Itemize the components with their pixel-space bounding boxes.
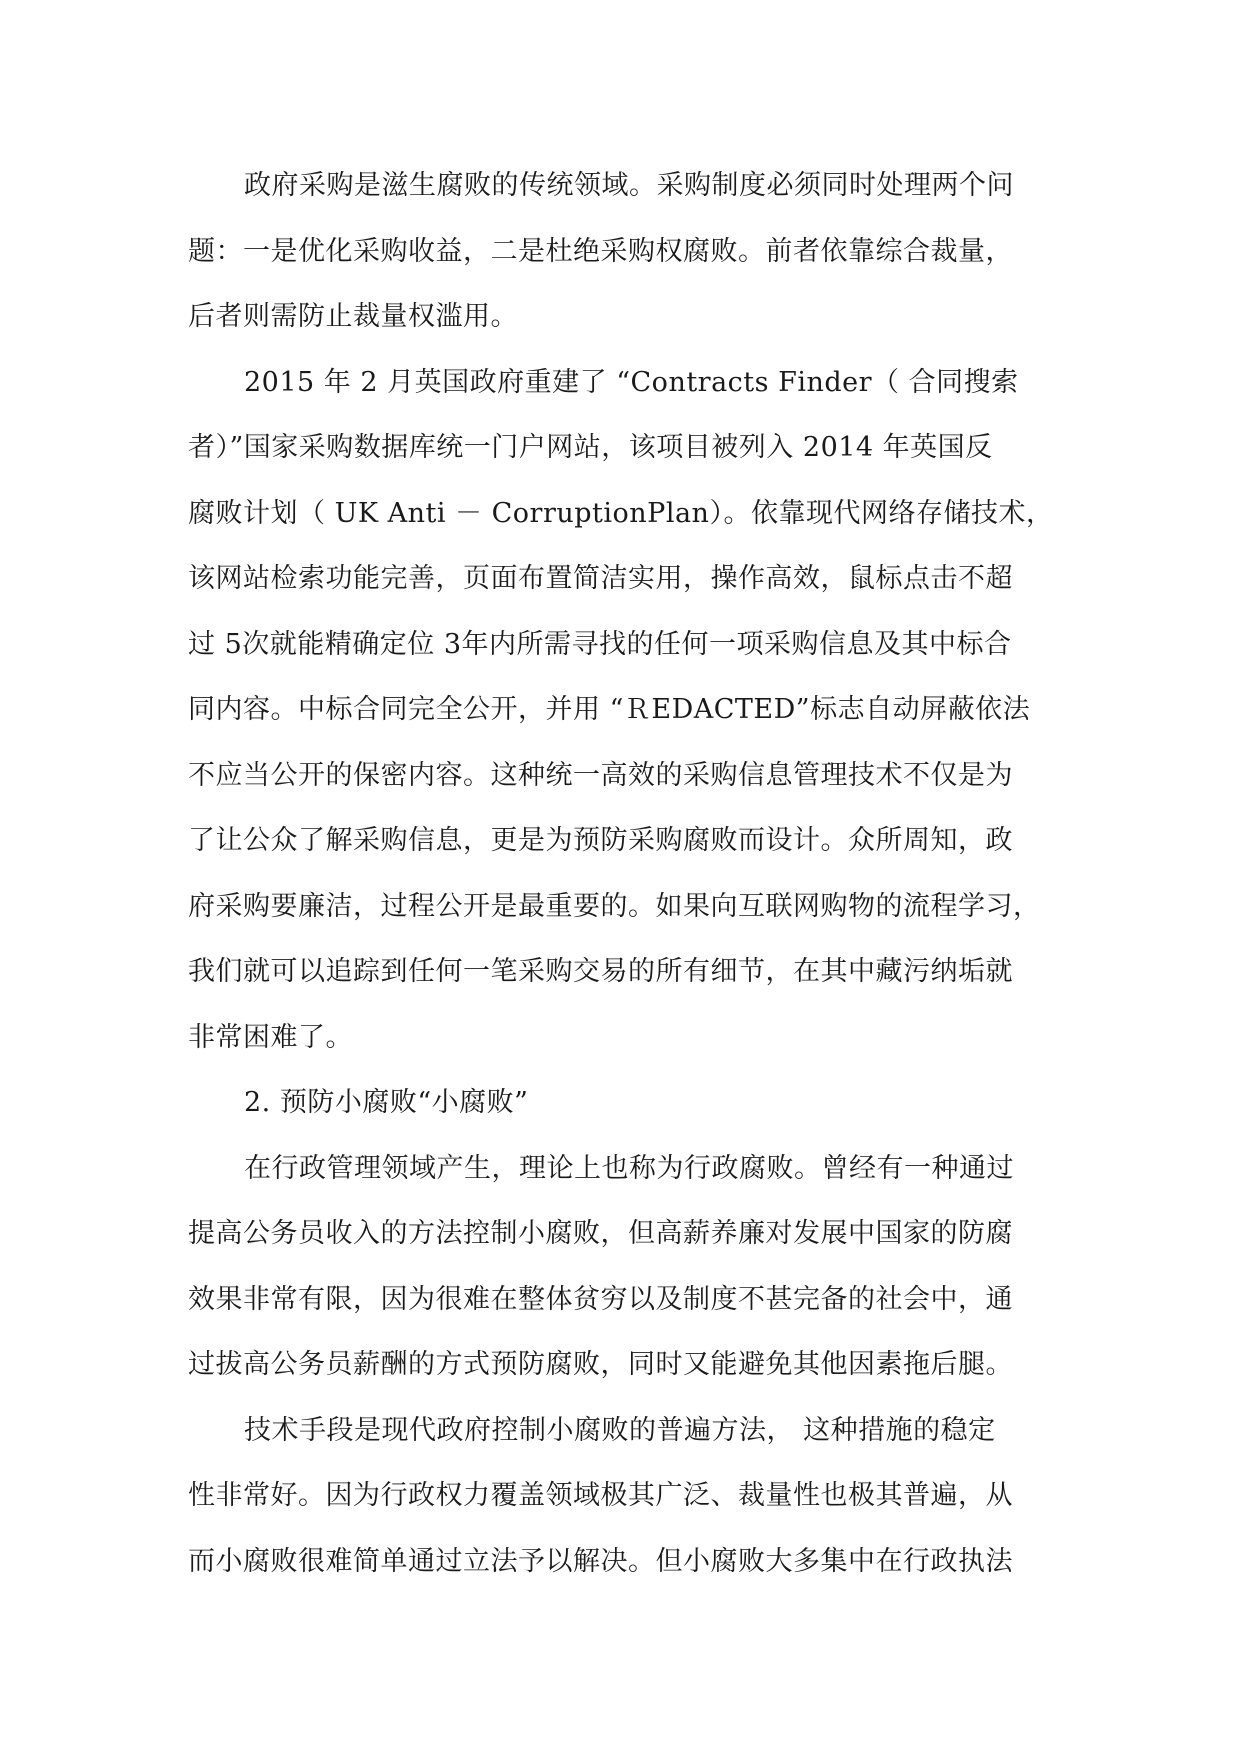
text-line: 政府采购是滋生腐败的传统领域。采购制度必须同时处理两个问 xyxy=(244,170,1014,201)
administrative-corruption-paragraph xyxy=(188,1149,1093,1411)
text-line: 同内容。中标合同完全公开，并用 “ＲEDACTED”标志自动屏蔽依法 xyxy=(188,694,1031,725)
text-line: 后者则需防止裁量权滥用。 xyxy=(188,301,518,332)
text-line: 效果非常有限，因为很难在整体贫穷以及制度不甚完备的社会中，通 xyxy=(188,1283,1013,1315)
text-line: 而小腐败很难简单通过立法予以解决。但小腐败大多集中在行政执法 xyxy=(188,1545,1013,1577)
text-line: 过 5次就能精确定位 3年内所需寻找的任何一项采购信息及其中标合 xyxy=(188,628,1012,660)
text-line: 非常困难了。 xyxy=(188,1021,353,1053)
text-line: 性非常好。因为行政权力覆盖领域极其广泛、裁量性也极其普遍，从 xyxy=(188,1480,1013,1511)
text-line: 提高公务员收入的方法控制小腐败，但高薪养廉对发展中国家的防腐 xyxy=(188,1218,1013,1249)
text-line: 2. 预防小腐败“小腐败” xyxy=(244,1087,529,1118)
text-line: 了让公众了解采购信息，更是为预防采购腐败而设计。众所周知，政 xyxy=(188,825,1013,856)
text-line: 者）”国家采购数据库统一门户网站，该项目被列入 2014 年英国反 xyxy=(188,432,993,463)
document-body xyxy=(188,166,1093,1607)
heading-petty-corruption-paragraph xyxy=(188,1083,1093,1149)
text-line: 我们就可以追踪到任何一笔采购交易的所有细节，在其中藏污纳垢就 xyxy=(188,956,1013,987)
contracts-finder-paragraph xyxy=(188,363,1093,1084)
text-line: 腐败计划（ UK Anti － CorruptionPlan）。依靠现代网络存储技术， xyxy=(188,497,1054,529)
text-line: 2015 年 2 月英国政府重建了 “Contracts Finder（ 合同搜索 xyxy=(244,366,1019,398)
text-line: 技术手段是现代政府控制小腐败的普遍方法， 这种措施的稳定 xyxy=(244,1414,996,1446)
text-line: 题：一是优化采购收益，二是杜绝采购权腐败。前者依靠综合裁量， xyxy=(188,235,1013,267)
text-line: 不应当公开的保密内容。这种统一高效的采购信息管理技术不仅是为 xyxy=(188,759,1013,791)
technical-means-paragraph xyxy=(188,1411,1093,1608)
procurement-intro-paragraph xyxy=(188,166,1093,363)
text-line: 过拔高公务员薪酬的方式预防腐败，同时又能避免其他因素拖后腿。 xyxy=(188,1349,1013,1380)
text-line: 该网站检索功能完善，页面布置简洁实用，操作高效，鼠标点击不超 xyxy=(188,563,1013,594)
text-line: 府采购要廉洁，过程公开是最重要的。如果向互联网购物的流程学习， xyxy=(188,890,1041,922)
text-line: 在行政管理领域产生，理论上也称为行政腐败。曾经有一种通过 xyxy=(244,1152,1014,1184)
